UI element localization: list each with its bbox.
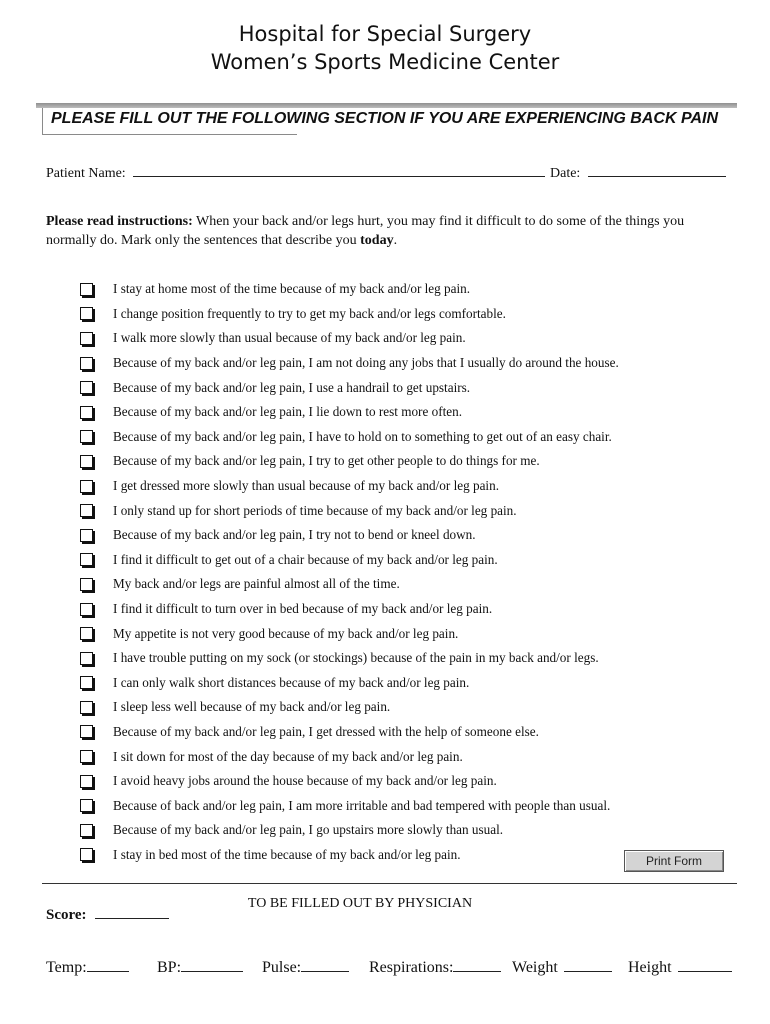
checkbox[interactable] xyxy=(80,529,93,542)
checkbox[interactable] xyxy=(80,775,93,788)
checklist-item-label: Because of my back and/or leg pain, I lie down to rest more often. xyxy=(113,404,462,420)
checkbox[interactable] xyxy=(80,553,93,566)
bp-label: BP: xyxy=(157,959,182,976)
height-row xyxy=(628,959,732,977)
checklist-item xyxy=(80,277,670,302)
checklist-item xyxy=(80,769,670,794)
checkbox[interactable] xyxy=(80,430,93,443)
print-form-button[interactable]: Print Form xyxy=(624,850,724,872)
date-row xyxy=(550,164,726,182)
checklist-item-label: Because of my back and/or leg pain, I get dressed with the help of someone else. xyxy=(113,723,539,739)
date-label: Date: xyxy=(550,166,581,181)
section-banner: PLEASE FILL OUT THE FOLLOWING SECTION IF YOU ARE EXPERIENCING BACK PAIN xyxy=(51,110,718,127)
checkbox[interactable] xyxy=(80,652,93,665)
checklist-item-label: I have trouble putting on my sock (or stockings) because of the pain in my back and/or legs. xyxy=(113,650,599,666)
instructions-lead: Please read instructions: xyxy=(46,214,193,229)
respirations-label: Respirations: xyxy=(369,959,454,976)
checklist-item xyxy=(80,671,670,696)
checklist-item-label: Because of my back and/or leg pain, I go upstairs more slowly than usual. xyxy=(113,822,504,838)
checklist-item-label: Because of my back and/or leg pain, I am not doing any jobs that I usually do around the house. xyxy=(113,355,619,371)
checkbox[interactable] xyxy=(80,578,93,591)
score-label: Score: xyxy=(46,907,87,923)
checkbox[interactable] xyxy=(80,504,93,517)
checklist-item-label: My back and/or legs are painful almost all of the time. xyxy=(113,576,400,592)
height-field[interactable] xyxy=(678,959,732,972)
checkbox[interactable] xyxy=(80,848,93,861)
checklist-item xyxy=(80,793,670,818)
checklist-item-label: I get dressed more slowly than usual because of my back and/or leg pain. xyxy=(113,478,499,494)
checklist-item-label: I only stand up for short periods of time because of my back and/or leg pain. xyxy=(113,502,517,518)
score-row xyxy=(46,906,169,924)
checkbox[interactable] xyxy=(80,357,93,370)
checklist-item xyxy=(80,646,670,671)
checklist-item xyxy=(80,597,670,622)
temp-field[interactable] xyxy=(87,959,129,972)
checklist-item xyxy=(80,548,670,573)
checklist-item-label: I sleep less well because of my back and/or leg pain. xyxy=(113,699,391,715)
checkbox[interactable] xyxy=(80,283,93,296)
checklist-item xyxy=(80,375,670,400)
instructions-body: When your back and/or legs hurt, you may find it difficult to do some of the things you normally do. Mark only the sentences that describe you xyxy=(46,214,685,248)
checklist-item-label: Because of my back and/or leg pain, I try not to bend or kneel down. xyxy=(113,527,476,543)
instructions xyxy=(46,212,686,250)
checklist xyxy=(80,277,670,867)
checkbox[interactable] xyxy=(80,701,93,714)
checkbox[interactable] xyxy=(80,381,93,394)
checklist-item xyxy=(80,523,670,548)
pulse-field[interactable] xyxy=(301,959,349,972)
checklist-item-label: I sit down for most of the day because of my back and/or leg pain. xyxy=(113,748,463,764)
patient-name-label: Patient Name: xyxy=(46,166,126,181)
checkbox[interactable] xyxy=(80,307,93,320)
physician-divider xyxy=(42,883,737,884)
height-label: Height xyxy=(628,959,672,976)
checkbox[interactable] xyxy=(80,603,93,616)
checklist-item xyxy=(80,843,670,868)
checkbox[interactable] xyxy=(80,799,93,812)
weight-row xyxy=(512,959,612,977)
checklist-item xyxy=(80,818,670,843)
checkbox[interactable] xyxy=(80,332,93,345)
checkbox[interactable] xyxy=(80,627,93,640)
checklist-item-label: I walk more slowly than usual because of my back and/or leg pain. xyxy=(113,330,466,346)
checkbox[interactable] xyxy=(80,750,93,763)
checklist-item xyxy=(80,744,670,769)
date-field[interactable] xyxy=(588,164,726,177)
bp-field[interactable] xyxy=(181,959,243,972)
temp-label: Temp: xyxy=(46,959,87,976)
checkbox[interactable] xyxy=(80,676,93,689)
checkbox[interactable] xyxy=(80,455,93,468)
patient-name-field[interactable] xyxy=(133,164,545,177)
checklist-item xyxy=(80,498,670,523)
patient-name-row xyxy=(46,164,545,182)
checklist-item-label: Because of my back and/or leg pain, I have to hold on to something to get out of an easy chair. xyxy=(113,428,612,444)
checklist-item xyxy=(80,400,670,425)
instructions-emphasis: today xyxy=(360,233,394,248)
respirations-field[interactable] xyxy=(453,959,501,972)
weight-field[interactable] xyxy=(564,959,612,972)
temp-row xyxy=(46,959,129,977)
checklist-item xyxy=(80,720,670,745)
pulse-row xyxy=(262,959,349,977)
checklist-item-label: I stay at home most of the time because of my back and/or leg pain. xyxy=(113,281,471,297)
center-title: Women’s Sports Medicine Center xyxy=(210,50,560,74)
checklist-item-label: I can only walk short distances because of my back and/or leg pain. xyxy=(113,674,470,690)
checklist-item-label: My appetite is not very good because of my back and/or leg pain. xyxy=(113,625,459,641)
checklist-item-label: Because of my back and/or leg pain, I use a handrail to get upstairs. xyxy=(113,379,471,395)
checkbox[interactable] xyxy=(80,406,93,419)
checklist-item xyxy=(80,621,670,646)
instructions-end: . xyxy=(393,233,398,248)
checklist-item-label: Because of my back and/or leg pain, I try to get other people to do things for me. xyxy=(113,453,540,469)
score-field[interactable] xyxy=(95,906,169,919)
checklist-item-label: I change position frequently to try to get my back and/or legs comfortable. xyxy=(113,305,506,321)
respirations-row xyxy=(369,959,501,977)
checklist-item xyxy=(80,695,670,720)
checklist-item-label: Because of back and/or leg pain, I am more irritable and bad tempered with people than usual. xyxy=(113,797,611,813)
checklist-item xyxy=(80,302,670,327)
checklist-item xyxy=(80,351,670,376)
checklist-item xyxy=(80,572,670,597)
checklist-item-label: I avoid heavy jobs around the house because of my back and/or leg pain. xyxy=(113,773,497,789)
checklist-item-label: I stay in bed most of the time because of my back and/or leg pain. xyxy=(113,846,461,862)
checklist-item xyxy=(80,449,670,474)
checkbox[interactable] xyxy=(80,824,93,837)
checklist-item xyxy=(80,326,670,351)
hospital-title: Hospital for Special Surgery xyxy=(238,22,532,46)
checkbox[interactable] xyxy=(80,480,93,493)
physician-heading: TO BE FILLED OUT BY PHYSICIAN xyxy=(247,896,473,911)
checklist-item-label: I find it difficult to get out of a chair because of my back and/or leg pain. xyxy=(113,551,498,567)
checklist-item xyxy=(80,474,670,499)
bp-row xyxy=(157,959,243,977)
checkbox[interactable] xyxy=(80,725,93,738)
checklist-item xyxy=(80,425,670,450)
pulse-label: Pulse: xyxy=(262,959,302,976)
weight-label: Weight xyxy=(512,959,558,976)
checklist-item-label: I find it difficult to turn over in bed because of my back and/or leg pain. xyxy=(113,601,493,617)
